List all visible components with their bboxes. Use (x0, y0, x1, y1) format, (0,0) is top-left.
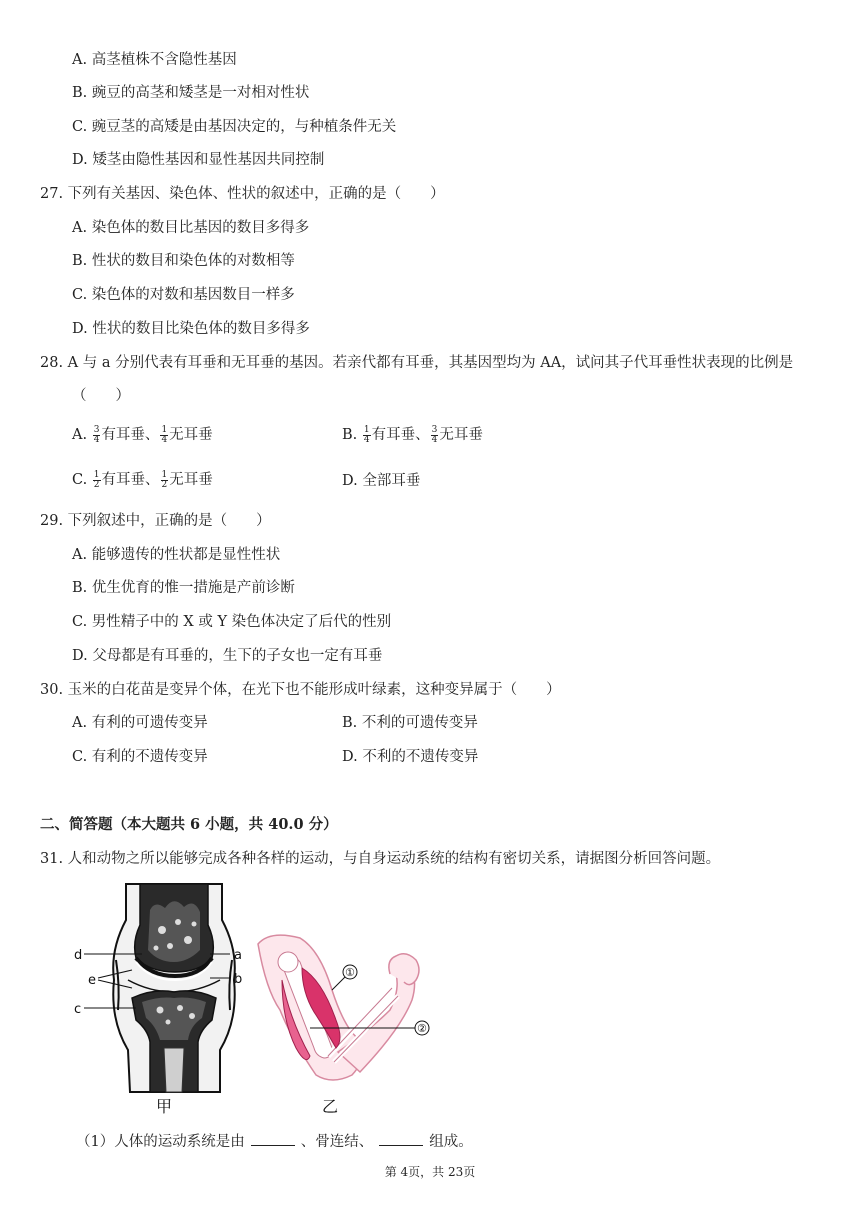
q28-option-b: B. $\frac{1}{4}$ 有耳垂、 $\frac{3}{4}$ 无耳垂 (342, 424, 483, 445)
fraction: $\frac{1}{4}$ (363, 424, 370, 445)
section-heading: 二、简答题（本大题共 6 小题，共 40.0 分） (40, 816, 338, 833)
q29-option-b: B. 优生优育的惟一措施是产前诊断 (72, 580, 295, 596)
fraction: $\frac{1}{4}$ (161, 424, 168, 445)
label-jia: 甲 (156, 1097, 173, 1116)
q26-option-a: A. 高茎植株不含隐性基因 (72, 52, 237, 68)
label-circle-1: ① (345, 966, 355, 979)
page-footer: 第 4页，共 23页 (384, 1165, 476, 1179)
q31-sub1: （1）人体的运动系统是由 、骨连结、 组成。 (76, 1131, 473, 1152)
fraction: $\frac{3}{4}$ (93, 424, 100, 445)
q28-stem: 28. A 与 a 分别代表有耳垂和无耳垂的基因。若亲代都有耳垂，其基因型均为 AA，试问其子代耳垂性状表现的比例是 (40, 355, 794, 371)
label-c: c (74, 1002, 82, 1017)
fraction: $\frac{3}{4}$ (431, 424, 438, 445)
q27-option-c: C. 染色体的对数和基因数目一样多 (72, 287, 295, 303)
label-a: a (234, 948, 242, 963)
q26-option-b: B. 豌豆的高茎和矮茎是一对相对性状 (72, 85, 310, 101)
label-d: d (74, 948, 83, 963)
q31-figure (70, 880, 430, 1120)
fraction: $\frac{1}{2}$ (161, 469, 168, 490)
q28-option-a: A. $\frac{3}{4}$ 有耳垂、 $\frac{1}{4}$ 无耳垂 (72, 424, 213, 445)
q27-stem: 27. 下列有关基因、染色体、性状的叙述中，正确的是（ ） (40, 186, 445, 202)
answer-blank[interactable] (379, 1131, 423, 1146)
q28-stem-paren: （ ） (72, 388, 130, 404)
arm-diagram (258, 935, 429, 1116)
q29-option-a: A. 能够遗传的性状都是显性性状 (72, 547, 281, 563)
q30-option-d: D. 不利的不遗传变异 (342, 749, 479, 765)
q26-option-c: C. 豌豆茎的高矮是由基因决定的，与种植条件无关 (72, 119, 397, 135)
label-e: e (88, 973, 96, 988)
q30-option-b: B. 不利的可遗传变异 (342, 715, 478, 731)
joint-diagram (74, 884, 242, 1116)
q27-option-d: D. 性状的数目比染色体的数目多得多 (72, 321, 310, 337)
label-yi: 乙 (322, 1097, 339, 1116)
q29-stem: 29. 下列叙述中，正确的是（ ） (40, 513, 271, 529)
q27-option-b: B. 性状的数目和染色体的对数相等 (72, 253, 295, 269)
q30-option-c: C. 有利的不遗传变异 (72, 749, 208, 765)
q28-option-c: C. $\frac{1}{2}$ 有耳垂、 $\frac{1}{2}$ 无耳垂 (72, 469, 213, 490)
q26-option-d: D. 矮茎由隐性基因和显性基因共同控制 (72, 152, 325, 168)
label-circle-2: ② (417, 1022, 427, 1035)
q31-stem: 31. 人和动物之所以能够完成各种各样的运动，与自身运动系统的结构有密切关系，请据图分析回答问题。 (40, 851, 721, 867)
q30-stem: 30. 玉米的白花苗是变异个体，在光下也不能形成叶绿素，这种变异属于（ ） (40, 682, 561, 698)
q29-option-c: C. 男性精子中的 X 或 Y 染色体决定了后代的性别 (72, 614, 392, 630)
fraction: $\frac{1}{2}$ (93, 469, 100, 490)
q29-option-d: D. 父母都是有耳垂的，生下的子女也一定有耳垂 (72, 648, 383, 664)
answer-blank[interactable] (251, 1131, 295, 1146)
label-b: b (234, 972, 243, 987)
q27-option-a: A. 染色体的数目比基因的数目多得多 (72, 220, 310, 236)
q30-option-a: A. 有利的可遗传变异 (72, 715, 208, 731)
q28-option-d: D. 全部耳垂 (342, 473, 421, 489)
